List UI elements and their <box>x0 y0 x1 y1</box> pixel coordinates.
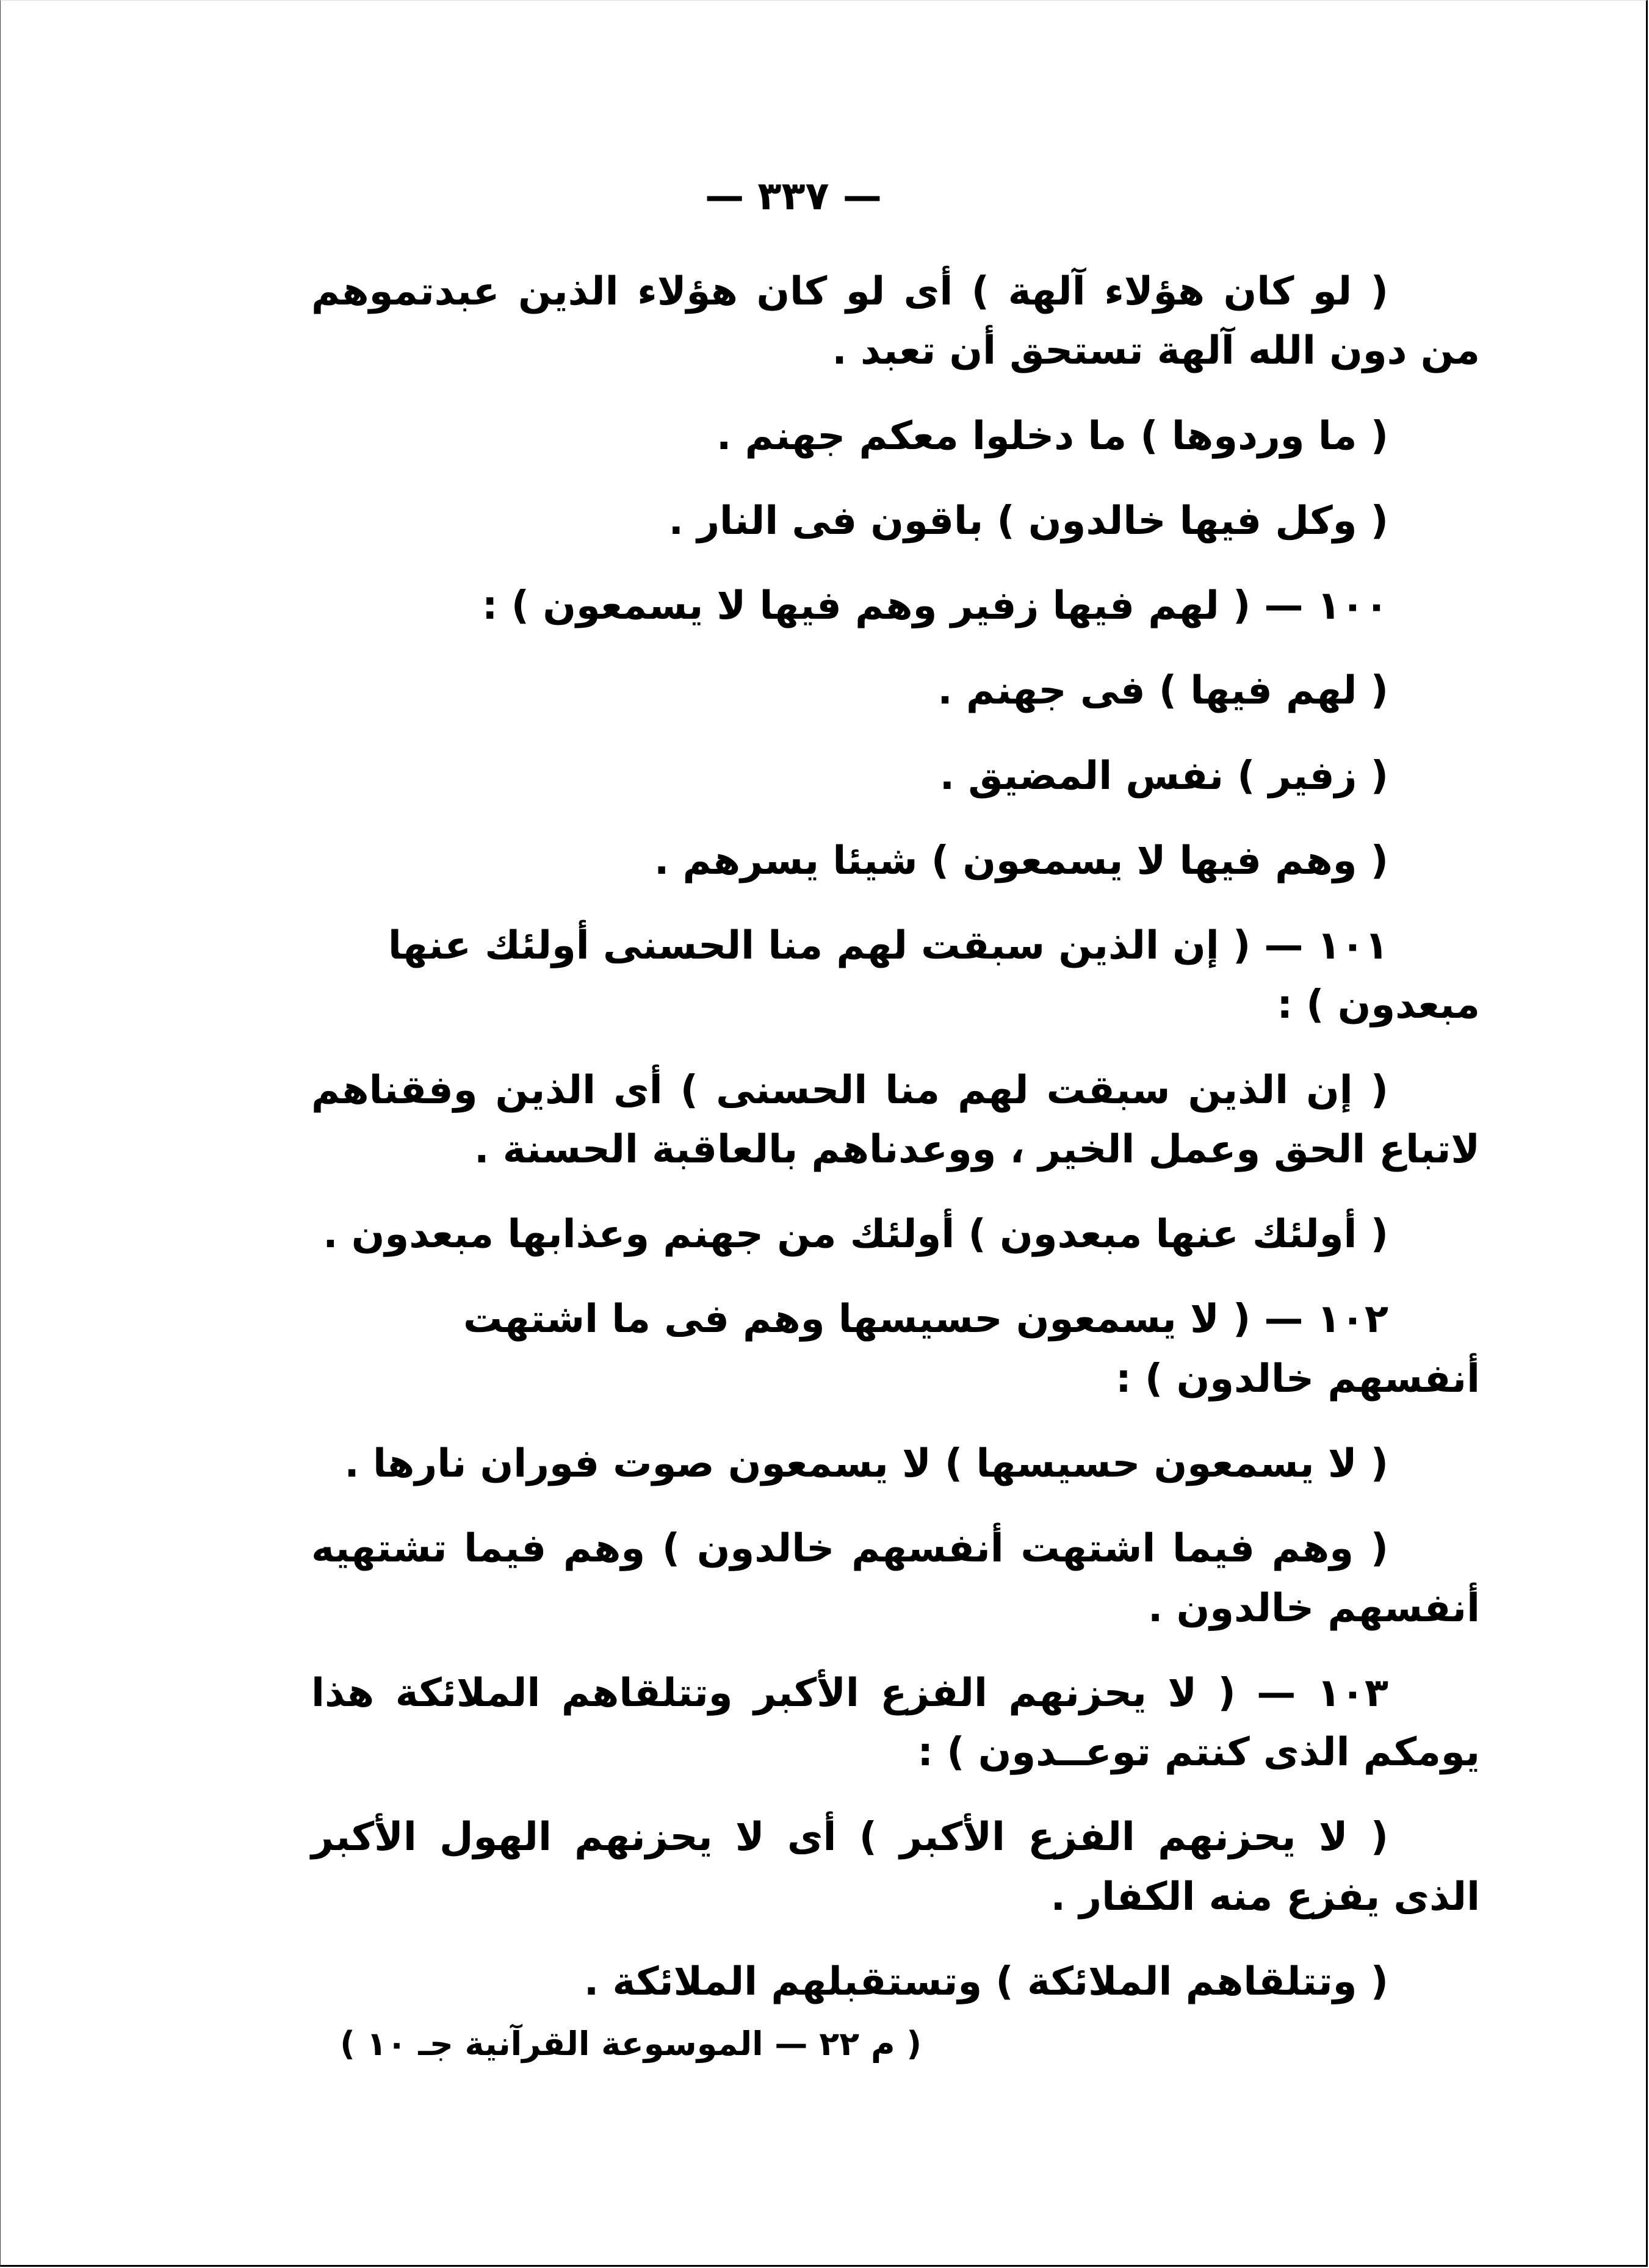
paragraph: ( لا يحزنهم الفزع الأكبر ) أى لا يحزنهم الهول الأكبر الذى يفزع منه الكفار . <box>311 1815 1480 1920</box>
verse-heading: ١٠١ — ( إن الذين سبقت لهم منا الحسنى أولئك عنها مبعدون ) : <box>388 923 1480 1028</box>
paragraph: ( وكل فيها خالدون ) باقون فى النار . <box>668 498 1388 544</box>
paragraph: ( أولئك عنها مبعدون ) أولئك من جهنم وعذابها مبعدون . <box>323 1212 1388 1258</box>
paragraph: ( ما وردوها ) ما دخلوا معكم جهنم . <box>716 413 1388 459</box>
verse-heading: ١٠٣ — ( لا يحزنهم الفزع الأكبر وتتلقاهم الملائكة هذا يومكم الذى كنتم توعــدون ) : <box>311 1670 1480 1776</box>
page-footer: ( م ٢٢ — الموسوعة القرآنية جـ ١٠ ) <box>340 2025 922 2063</box>
paragraph: ( لو كان هؤلاء آلهة ) أى لو كان هؤلاء الذين عبدتموهم من دون الله آلهة تستحق أن تعبد . <box>311 269 1480 374</box>
verse-heading: ١٠٠ — ( لهم فيها زفير وهم فيها لا يسمعون ) : <box>482 583 1388 629</box>
page-number: — ٣٣٧ — <box>705 174 882 219</box>
paragraph: ( زفير ) نفس المضيق . <box>939 753 1388 799</box>
body-text <box>311 262 1480 2037</box>
paragraph: ( وهم فيما اشتهت أنفسهم خالدون ) وهم فيما تشتهيه أنفسهم خالدون . <box>311 1526 1480 1631</box>
verse-heading: ١٠٢ — ( لا يسمعون حسيسها وهم فى ما اشتهت أنفسهم خالدون ) : <box>463 1297 1480 1402</box>
paragraph: ( لا يسمعون حسيسها ) لا يسمعون صوت فوران نارها . <box>344 1441 1388 1486</box>
paragraph: ( وتتلقاهم الملائكة ) وتستقبلهم الملائكة . <box>583 1959 1388 2004</box>
paragraph: ( لهم فيها ) فى جهنم . <box>937 668 1388 714</box>
paragraph: ( إن الذين سبقت لهم منا الحسنى ) أى الذين وفقناهم لاتباع الحق وعمل الخير ، ووعدناهم بالعاقبة الحسنة . <box>311 1067 1480 1172</box>
paragraph: ( وهم فيها لا يسمعون ) شيئا يسرهم . <box>654 838 1388 884</box>
